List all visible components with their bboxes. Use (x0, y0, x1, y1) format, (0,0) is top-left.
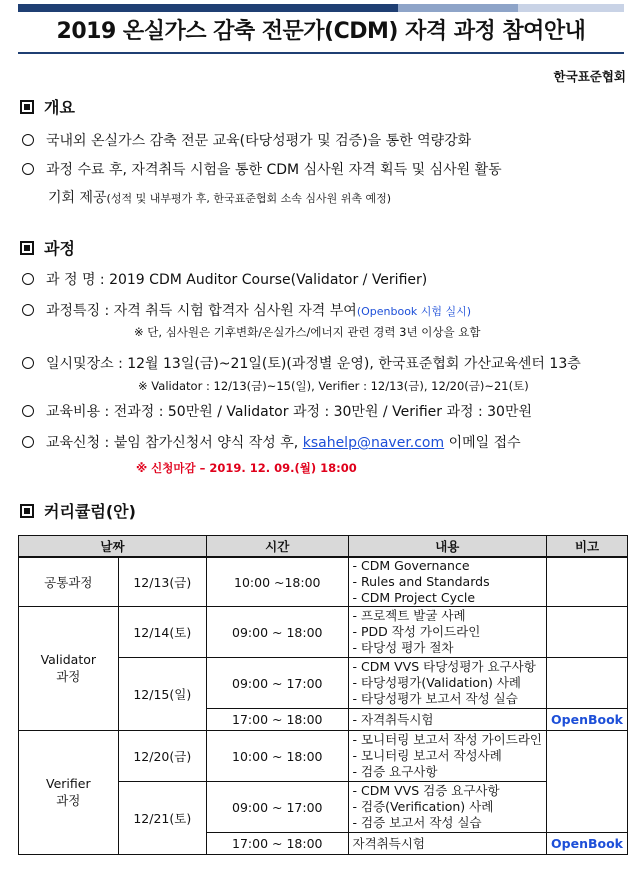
bar-segment-dark (18, 4, 398, 12)
content-item: - 모니터링 보고서 작성사례 (352, 748, 502, 763)
content-item: - 타당성 평가 절차 (352, 640, 454, 655)
group-label-common: 공통과정 (19, 557, 119, 607)
column-header-content: 내용 (348, 536, 547, 558)
circle-bullet-icon (22, 357, 34, 369)
feature-footnote: ※ 단, 심사원은 기후변화/온실가스/에너지 관련 경력 3년 이상을 요함 (134, 325, 481, 339)
overview-text-3-small: (성적 및 내부평가 후, 한국표준협회 소속 심사원 위촉 예정) (106, 192, 391, 205)
date-cell: 12/14(토) (118, 607, 206, 658)
group-label-verifier: Verifier 과정 (19, 731, 119, 855)
date-cell: 12/15(일) (118, 658, 206, 731)
course-feature-text: 과정특징 : 자격 취득 시험 합격자 심사원 자격 부여 (46, 303, 357, 319)
course-feature-line (22, 300, 471, 320)
circle-bullet-icon (22, 405, 34, 417)
note-cell (547, 607, 628, 658)
content-item: - CDM VVS 타당성평가 요구사항 (352, 659, 536, 674)
group-label-validator: Validator 과정 (19, 607, 119, 731)
overview-line-2 (22, 159, 502, 179)
date-cell: 12/20(금) (118, 731, 206, 782)
overview-line-1 (22, 130, 471, 150)
content-item: - PDD 작성 가이드라인 (352, 624, 481, 639)
openbook-badge: OpenBook (547, 709, 628, 731)
circle-bullet-icon (22, 436, 34, 448)
overview-text-2: 과정 수료 후, 자격취득 시험을 통한 CDM 심사원 자격 획득 및 심사원 활동 (46, 162, 502, 178)
time-cell: 10:00 ~18:00 (206, 557, 348, 607)
email-link[interactable]: ksahelp@naver.com (302, 435, 445, 451)
circle-bullet-icon (22, 304, 34, 316)
time-cell: 17:00 ~ 18:00 (206, 833, 348, 855)
time-cell: 10:00 ~ 18:00 (206, 731, 348, 782)
page-title: 2019 온실가스 감축 전문가(CDM) 자격 과정 참여안내 (56, 19, 586, 44)
apply-text: 교육신청 : 붙임 참가신청서 양식 작성 후, (46, 435, 299, 451)
content-item: - 모니터링 보고서 작성 가이드라인 (352, 732, 542, 747)
organization-name: 한국표준협회 (553, 69, 626, 84)
section-curriculum-heading (20, 499, 136, 522)
section-course-heading (20, 236, 75, 259)
apply-suffix: 이메일 접수 (448, 435, 521, 451)
fee-line (22, 401, 532, 421)
openbook-badge: OpenBook (547, 833, 628, 855)
openbook-note: (Openbook 시험 실시) (356, 305, 472, 318)
time-cell: 09:00 ~ 17:00 (206, 658, 348, 709)
bar-segment-mid (398, 4, 518, 12)
bar-segment-light (518, 4, 624, 12)
time-cell: 09:00 ~ 18:00 (206, 607, 348, 658)
circle-bullet-icon (22, 163, 34, 175)
title-top-bar (18, 4, 624, 12)
table-header-row (19, 536, 628, 558)
content-cell (348, 557, 547, 607)
schedule-text: 일시및장소 : 12월 13일(금)~21일(토)(과정별 운영), 한국표준협회 가산교육센터 13층 (46, 356, 581, 372)
circle-bullet-icon (22, 134, 34, 146)
content-cell (348, 658, 547, 709)
content-item: - 검증(Verification) 사례 (352, 799, 494, 814)
content-item: - Rules and Standards (352, 574, 490, 589)
square-bullet-icon (20, 241, 34, 255)
section-overview-heading (20, 95, 75, 118)
column-header-date: 날짜 (19, 536, 207, 558)
column-header-note: 비고 (547, 536, 628, 558)
overview-line-3 (48, 187, 391, 207)
content-item: - 타당성평가 보고서 작성 실습 (352, 691, 518, 706)
content-cell (348, 782, 547, 833)
schedule-line (22, 353, 581, 373)
overview-text-1: 국내외 온실가스 감축 전문 교육(타당성평가 및 검증)을 통한 역량강화 (46, 133, 472, 149)
overview-text-3: 기회 제공 (48, 190, 107, 206)
note-cell (547, 557, 628, 607)
time-cell: 17:00 ~ 18:00 (206, 709, 348, 731)
time-cell: 09:00 ~ 17:00 (206, 782, 348, 833)
content-cell (348, 607, 547, 658)
note-cell (547, 658, 628, 709)
circle-bullet-icon (22, 273, 34, 285)
content-item: - 타당성평가(Validation) 사례 (352, 675, 521, 690)
table-row (19, 607, 628, 658)
content-item: - CDM VVS 검증 요구사항 (352, 783, 500, 798)
table-row (19, 557, 628, 607)
title-underline (18, 52, 624, 54)
note-cell (547, 731, 628, 833)
date-cell: 12/21(토) (118, 782, 206, 855)
column-header-time: 시간 (206, 536, 348, 558)
fee-text: 교육비용 : 전과정 : 50만원 / Validator 과정 : 30만원 / Verifier 과정 : 30만원 (46, 404, 533, 420)
square-bullet-icon (20, 504, 34, 518)
content-item: - CDM Project Cycle (352, 590, 476, 605)
table-row (19, 731, 628, 782)
content-item: 자격취득시험 (352, 835, 425, 851)
apply-line (22, 432, 521, 452)
content-item: - CDM Governance (352, 558, 470, 573)
course-name-line (22, 269, 427, 289)
date-cell: 12/13(금) (118, 557, 206, 607)
content-cell (348, 709, 547, 731)
deadline-note: ※ 신청마감 – 2019. 12. 09.(월) 18:00 (136, 461, 357, 475)
schedule-footnote: ※ Validator : 12/13(금)~15(일), Verifier : 12/13(금), 12/20(금)~21(토) (138, 379, 529, 393)
content-item: - 검증 보고서 작성 실습 (352, 815, 482, 830)
section-title: 과정 (44, 239, 75, 258)
curriculum-table (18, 535, 628, 855)
content-item: - 검증 요구사항 (352, 764, 438, 779)
course-name-text: 과 정 명 : 2019 CDM Auditor Course(Validator / Verifier) (46, 272, 428, 288)
square-bullet-icon (20, 100, 34, 114)
content-item: - 프로젝트 발굴 사례 (352, 608, 466, 623)
section-title: 개요 (44, 98, 75, 117)
section-title: 커리큘럼(안) (44, 502, 136, 521)
content-cell (348, 833, 547, 855)
content-item: - 자격취득시험 (352, 711, 434, 727)
content-cell (348, 731, 547, 782)
